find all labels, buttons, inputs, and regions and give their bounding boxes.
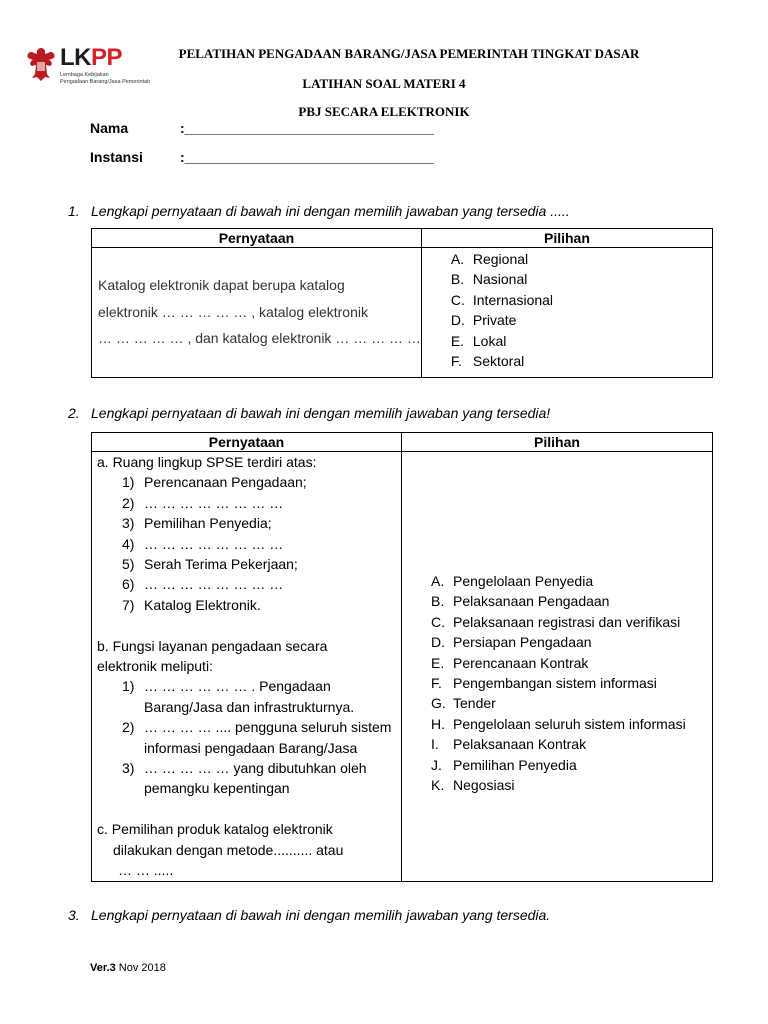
instansi-label: Instansi — [90, 149, 143, 165]
option-item — [431, 755, 712, 775]
option-text: Internasional — [472, 291, 554, 308]
option-item — [431, 734, 712, 754]
option-letter: A. — [450, 251, 465, 267]
option-item — [431, 714, 712, 734]
option-text: Pelaksanaan registrasi dan verifikasi — [453, 613, 681, 630]
option-text: Private — [472, 312, 517, 329]
q2-section-c-line: c. Pemilihan produk katalog elektronik — [97, 821, 333, 838]
option-item — [451, 351, 712, 371]
list-text: … … … … … … … … — [144, 576, 284, 593]
q1-statement-line: … … … … … , dan katalog elektronik … … … … … — [98, 330, 421, 346]
option-text: Pengelolaan Penyedia — [453, 573, 594, 589]
question-2-number: 2. — [68, 405, 80, 421]
option-item — [431, 693, 712, 713]
option-text: Pelaksanaan Kontrak — [453, 736, 587, 753]
option-letter: F. — [450, 352, 462, 369]
option-item — [451, 269, 712, 289]
question-1-number: 1. — [68, 203, 80, 219]
option-letter: E. — [450, 332, 465, 349]
list-text-continuation: informasi pengadaan Barang/Jasa — [144, 739, 358, 756]
nama-label: Nama — [90, 120, 129, 136]
scope-list-item — [97, 595, 401, 615]
instansi-field[interactable]: :________________________________ — [180, 149, 434, 165]
logo-subtitle-line1: Lembaga Kebijakan — [60, 72, 109, 78]
q2-header-pernyataan: Pernyataan — [92, 433, 402, 452]
scope-list-item — [97, 472, 401, 492]
scope-list-item — [97, 554, 401, 574]
list-text: Pemilihan Penyedia; — [144, 515, 272, 532]
footer-date: Nov 2018 — [118, 962, 166, 974]
q2-section-b-title: elektronik meliputi: — [97, 658, 213, 675]
list-text: … … … … … … . Pengadaan — [144, 678, 331, 695]
option-letter: F. — [431, 674, 442, 691]
option-letter: C. — [450, 291, 465, 308]
list-number: 7) — [122, 596, 135, 613]
option-item — [431, 775, 712, 795]
question-1-table — [91, 228, 713, 378]
option-item — [451, 249, 712, 269]
list-text: … … … … … … … … — [144, 494, 284, 511]
option-letter: I. — [431, 736, 439, 753]
q2-section-c-line: dilakukan dengan metode.......... atau — [113, 841, 344, 858]
list-number: 2) — [122, 494, 135, 511]
question-2-text: Lengkapi pernyataan di bawah ini dengan memilih jawaban yang tersedia! — [91, 405, 551, 421]
list-text-continuation: pemangku kepentingan — [144, 780, 290, 797]
list-number: 1) — [122, 678, 135, 695]
footer-version: Ver.3 — [90, 962, 116, 974]
option-item — [451, 290, 712, 310]
list-number: 5) — [122, 556, 135, 573]
option-item — [431, 653, 712, 673]
q2-section-c-line: … … ..... — [118, 862, 174, 879]
option-letter: D. — [450, 312, 465, 329]
question-3-text: Lengkapi pernyataan di bawah ini dengan memilih jawaban yang tersedia. — [91, 907, 551, 923]
list-number: 2) — [122, 719, 135, 736]
option-letter: A. — [431, 573, 445, 589]
option-item — [431, 591, 712, 611]
list-number: 3) — [122, 760, 135, 777]
q2-options-cell — [402, 452, 713, 882]
option-item — [431, 673, 712, 693]
list-number: 3) — [122, 515, 135, 532]
option-letter: G. — [431, 695, 446, 712]
q2-header-pilihan: Pilihan — [402, 433, 713, 452]
scope-list-item — [97, 513, 401, 533]
option-item — [451, 331, 712, 351]
document-title: PELATIHAN PENGADAAN BARANG/JASA PEMERINTAH TINGKAT DASAR — [178, 46, 640, 61]
list-number: 1) — [122, 474, 135, 491]
option-text: Perencanaan Kontrak — [453, 654, 589, 671]
option-letter: K. — [431, 776, 445, 793]
option-text: Negosiasi — [453, 776, 515, 793]
document-topic: PBJ SECARA ELEKTRONIK — [298, 104, 470, 119]
option-text: Pelaksanaan Pengadaan — [453, 593, 610, 610]
list-text: Katalog Elektronik. — [144, 596, 261, 613]
function-list-item — [97, 717, 401, 737]
option-letter: E. — [431, 654, 445, 671]
list-text: Serah Terima Pekerjaan; — [144, 556, 298, 573]
list-text: … … … … … … … … — [144, 535, 284, 552]
q1-statement-cell — [92, 248, 422, 378]
option-item — [431, 571, 712, 591]
question-2-table — [91, 432, 713, 882]
list-text-continuation: Barang/Jasa dan infrastrukturnya. — [144, 698, 355, 715]
q2-statement-cell — [92, 452, 402, 882]
option-letter: H. — [431, 715, 445, 732]
option-letter: J. — [431, 756, 442, 773]
option-item — [451, 310, 712, 330]
list-text: … … … … .... pengguna seluruh sistem — [144, 719, 392, 736]
function-list-item — [97, 758, 401, 778]
option-text: Lokal — [472, 332, 507, 349]
logo-subtitle-line2: Pengadaan Barang/Jasa Pemerintah — [60, 79, 151, 85]
option-item — [431, 632, 712, 652]
option-text: Pemilihan Penyedia — [453, 756, 577, 773]
list-number: 4) — [122, 535, 135, 552]
list-number: 6) — [122, 576, 135, 593]
q1-options-cell — [421, 248, 712, 378]
option-text: Sektoral — [472, 352, 525, 369]
footer — [90, 962, 166, 974]
option-item — [431, 612, 712, 632]
option-text: Regional — [472, 251, 529, 267]
q1-header-pilihan: Pilihan — [421, 229, 712, 248]
q1-statement-line: Katalog elektronik dapat berupa katalog — [98, 277, 345, 293]
q1-header-pernyataan: Pernyataan — [92, 229, 422, 248]
option-text: Nasional — [472, 271, 528, 288]
option-letter: C. — [431, 613, 445, 630]
scope-list-item — [97, 534, 401, 554]
lkpp-logo: LKPP Lembaga Kebijakan Pengadaan Barang/Jasa Pemerintah — [24, 44, 164, 90]
scope-list-item — [97, 574, 401, 594]
nama-field[interactable]: :________________________________ — [180, 120, 434, 136]
question-1-text: Lengkapi pernyataan di bawah ini dengan memilih jawaban yang tersedia ..... — [91, 203, 570, 219]
option-letter: D. — [431, 634, 445, 651]
option-letter: B. — [431, 593, 445, 610]
q2-section-b-title: b. Fungsi layanan pengadaan secara — [97, 637, 328, 654]
list-text: Perencanaan Pengadaan; — [144, 474, 307, 491]
list-text: … … … … … yang dibutuhkan oleh — [144, 760, 367, 777]
q2-section-a-title: a. Ruang lingkup SPSE terdiri atas: — [97, 454, 317, 470]
scope-list-item — [97, 493, 401, 513]
question-3-number: 3. — [68, 907, 80, 923]
q1-statement-line: elektronik … … … … … , katalog elektronik — [98, 303, 368, 320]
option-text: Persiapan Pengadaan — [453, 634, 592, 651]
document-subtitle: LATIHAN SOAL MATERI 4 — [302, 76, 466, 91]
option-text: Pengembangan sistem informasi — [453, 674, 657, 691]
option-text: Tender — [453, 695, 496, 712]
option-text: Pengelolaan seluruh sistem informasi — [453, 715, 686, 732]
option-letter: B. — [450, 271, 465, 288]
function-list-item — [97, 676, 401, 696]
